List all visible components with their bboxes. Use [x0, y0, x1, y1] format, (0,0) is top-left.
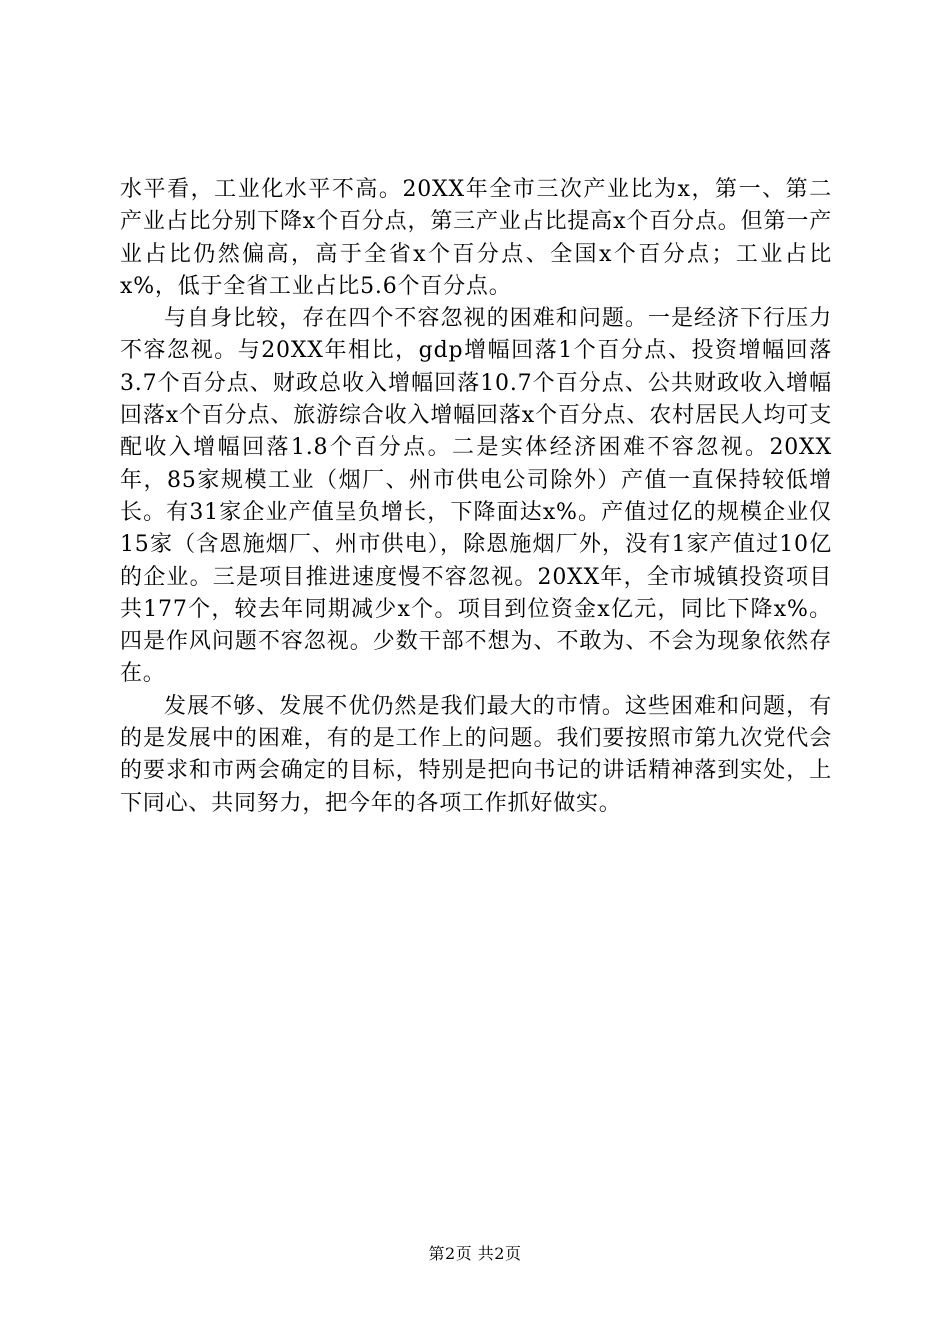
paragraph-2: 与自身比较，存在四个不容忽视的困难和问题。一是经济下行压力不容忽视。与20XX年相比，gdp增幅回落1个百分点、投资增幅回落3.7个百分点、财政总收入增幅回落10.7个百分点、公共财政收入增幅回落x个百分点、旅游综合收入增幅回落x个百分点、农村居民人均可支配收入增幅回落1.8个百分点。二是实体经济困难不容忽视。20XX年，85家规模工业（烟厂、州市供电公司除外）产值一直保持较低增长。有31家企业产值呈负增长，下降面达x%。产值过亿的规模企业仅15家（含恩施烟厂、州市供电），除恩施烟厂外，没有1家产值过10亿的企业。三是项目推进速度慢不容忽视。20XX年，全市城镇投资项目共177个，较去年同期减少x个。项目到位资金x亿元，同比下降x%。四是作风问题不容忽视。少数干部不想为、不敢为、不会为现象依然存在。 [120, 306, 832, 687]
page-footer: 第2页 共2页 [428, 1244, 522, 1263]
paragraph-3: 发展不够、发展不优仍然是我们最大的市情。这些困难和问题，有的是发展中的困难，有的是工作上的问题。我们要按照市第九次党代会的要求和市两会确定的目标，特别是把向书记的讲话精神落到实处，上下同心、共同努力，把今年的各项工作抓好做实。 [120, 693, 832, 816]
paragraph-1: 水平看，工业化水平不高。20XX年全市三次产业比为x，第一、第二产业占比分别下降x个百分点，第三产业占比提高x个百分点。但第一产业占比仍然偏高，高于全省x个百分点、全国x个百分点；工业占比x%，低于全省工业占比5.6个百分点。 [120, 177, 832, 299]
document-body [120, 174, 832, 820]
